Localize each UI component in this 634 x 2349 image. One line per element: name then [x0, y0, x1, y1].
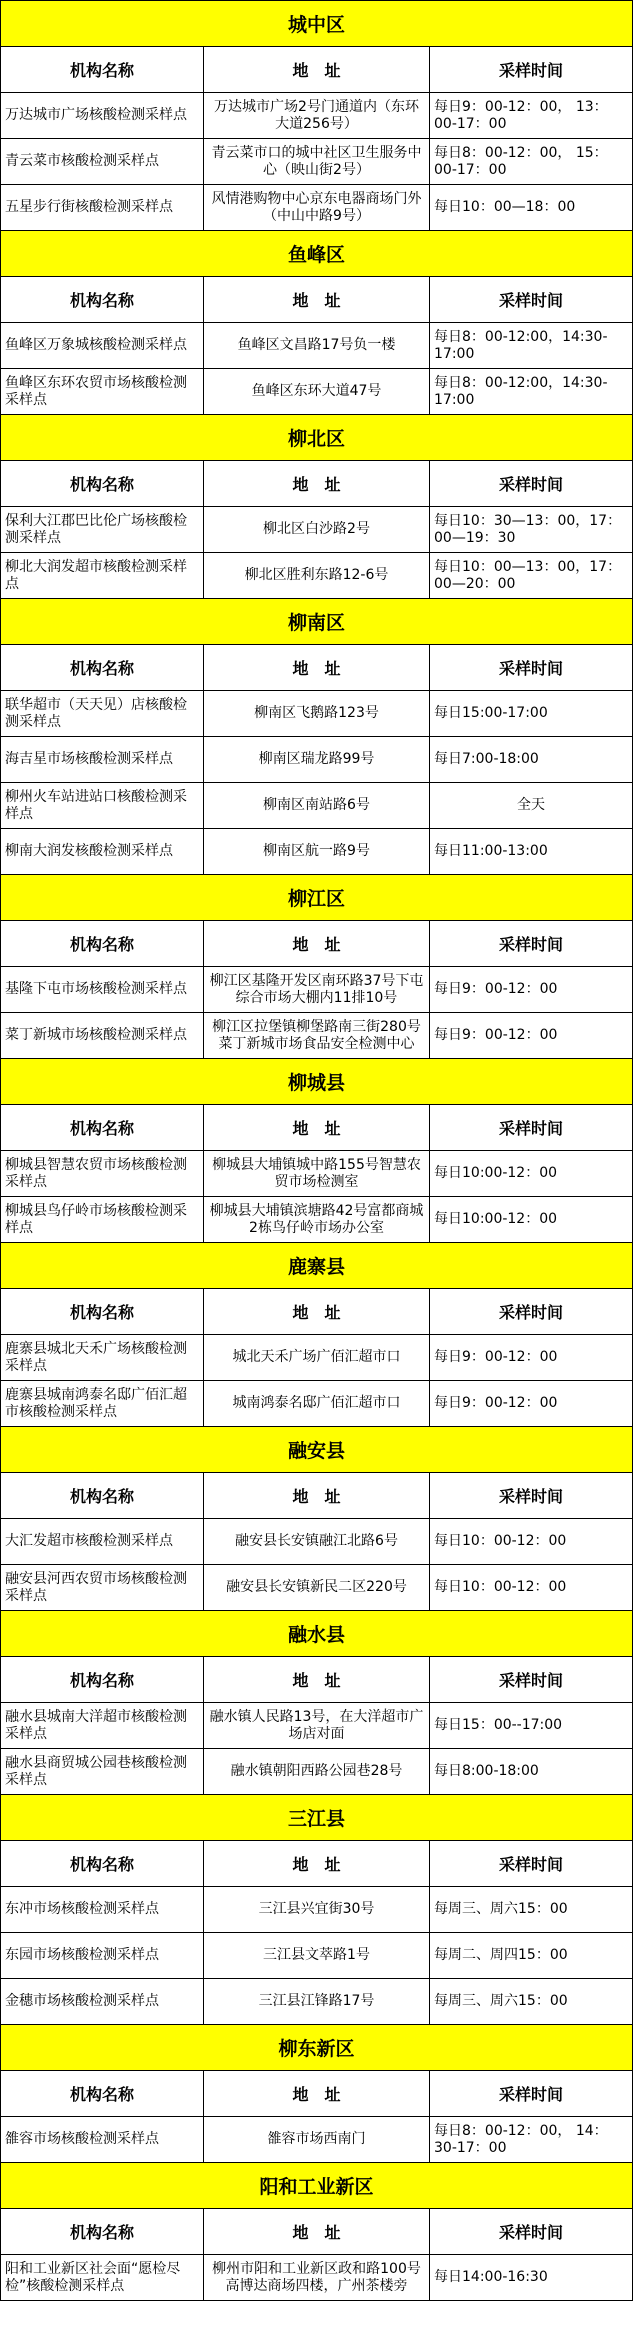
column-header-address: 地 址	[204, 1289, 430, 1335]
column-header-row	[1, 1105, 633, 1151]
column-header-address: 地 址	[204, 921, 430, 967]
sampling-time: 每日10：00—13：00，17：00—20：00	[430, 553, 633, 599]
site-address: 万达城市广场2号门通道内（东环大道256号）	[204, 93, 430, 139]
table-row	[1, 553, 633, 599]
district-header	[1, 1611, 633, 1657]
site-name: 雒容市场核酸检测采样点	[1, 2117, 204, 2163]
sampling-time: 每周三、周六15：00	[430, 1979, 633, 2025]
site-address: 鱼峰区东环大道47号	[204, 369, 430, 415]
district-title: 柳东新区	[1, 2025, 633, 2071]
site-address: 柳江区基隆开发区南环路37号下屯综合市场大棚内11排10号	[204, 967, 430, 1013]
sampling-time: 每周三、周六15：00	[430, 1887, 633, 1933]
sampling-time: 每日9：00-12：00	[430, 1335, 633, 1381]
column-header-time: 采样时间	[430, 1105, 633, 1151]
table-row	[1, 1887, 633, 1933]
column-header-row	[1, 2071, 633, 2117]
sampling-sites-body	[1, 1, 633, 2301]
district-header	[1, 1, 633, 47]
site-address: 风情港购物中心京东电器商场门外（中山中路9号）	[204, 185, 430, 231]
district-title: 融水县	[1, 1611, 633, 1657]
table-row	[1, 1749, 633, 1795]
column-header-row	[1, 277, 633, 323]
table-row	[1, 185, 633, 231]
column-header-name: 机构名称	[1, 1473, 204, 1519]
district-title: 城中区	[1, 1, 633, 47]
site-name: 柳城县智慧农贸市场核酸检测采样点	[1, 1151, 204, 1197]
table-row	[1, 1703, 633, 1749]
table-row	[1, 829, 633, 875]
site-address: 融安县长安镇新民二区220号	[204, 1565, 430, 1611]
sampling-time: 每日14:00-16:30	[430, 2255, 633, 2301]
table-row	[1, 1565, 633, 1611]
table-row	[1, 783, 633, 829]
district-header	[1, 875, 633, 921]
site-name: 青云菜市核酸检测采样点	[1, 139, 204, 185]
district-header	[1, 2163, 633, 2209]
site-name: 柳南大润发核酸检测采样点	[1, 829, 204, 875]
column-header-name: 机构名称	[1, 1289, 204, 1335]
sampling-time: 每日7:00-18:00	[430, 737, 633, 783]
column-header-name: 机构名称	[1, 921, 204, 967]
site-name: 联华超市（天天见）店核酸检测采样点	[1, 691, 204, 737]
sampling-time: 每日8：00-12:00，14:30-17:00	[430, 323, 633, 369]
column-header-address: 地 址	[204, 2071, 430, 2117]
column-header-address: 地 址	[204, 2209, 430, 2255]
sampling-time: 每日10：00-12：00	[430, 1565, 633, 1611]
district-header	[1, 599, 633, 645]
table-row	[1, 1013, 633, 1059]
site-address: 融安县长安镇融江北路6号	[204, 1519, 430, 1565]
sampling-time: 每日10：00-12：00	[430, 1519, 633, 1565]
table-row	[1, 139, 633, 185]
site-address: 柳北区胜利东路12-6号	[204, 553, 430, 599]
site-name: 保利大江郡巴比伦广场核酸检测采样点	[1, 507, 204, 553]
column-header-name: 机构名称	[1, 1657, 204, 1703]
site-address: 柳南区南站路6号	[204, 783, 430, 829]
site-name: 柳北大润发超市核酸检测采样点	[1, 553, 204, 599]
column-header-address: 地 址	[204, 277, 430, 323]
column-header-row	[1, 1289, 633, 1335]
site-address: 柳南区航一路9号	[204, 829, 430, 875]
sampling-time: 全天	[430, 783, 633, 829]
site-address: 柳北区白沙路2号	[204, 507, 430, 553]
column-header-time: 采样时间	[430, 47, 633, 93]
site-address: 融水镇人民路13号，在大洋超市广场店对面	[204, 1703, 430, 1749]
site-name: 鱼峰区东环农贸市场核酸检测采样点	[1, 369, 204, 415]
site-name: 柳州火车站进站口核酸检测采样点	[1, 783, 204, 829]
site-name: 融安县河西农贸市场核酸检测采样点	[1, 1565, 204, 1611]
column-header-time: 采样时间	[430, 645, 633, 691]
site-name: 万达城市广场核酸检测采样点	[1, 93, 204, 139]
column-header-row	[1, 2209, 633, 2255]
column-header-address: 地 址	[204, 1105, 430, 1151]
column-header-name: 机构名称	[1, 2071, 204, 2117]
column-header-time: 采样时间	[430, 277, 633, 323]
sampling-time: 每日9：00-12：00， 13：00-17：00	[430, 93, 633, 139]
column-header-time: 采样时间	[430, 921, 633, 967]
column-header-name: 机构名称	[1, 1841, 204, 1887]
sampling-time: 每日15:00-17:00	[430, 691, 633, 737]
sampling-time: 每日10:00-12：00	[430, 1151, 633, 1197]
sampling-time: 每周二、周四15：00	[430, 1933, 633, 1979]
column-header-row	[1, 1473, 633, 1519]
site-address: 柳南区瑞龙路99号	[204, 737, 430, 783]
sampling-time: 每日9：00-12：00	[430, 967, 633, 1013]
site-name: 鹿寨县城北天禾广场核酸检测采样点	[1, 1335, 204, 1381]
sampling-time: 每日10：00—18：00	[430, 185, 633, 231]
table-row	[1, 1197, 633, 1243]
column-header-row	[1, 461, 633, 507]
column-header-time: 采样时间	[430, 1841, 633, 1887]
table-row	[1, 2117, 633, 2163]
table-row	[1, 967, 633, 1013]
site-name: 阳和工业新区社会面“愿检尽检”核酸检测采样点	[1, 2255, 204, 2301]
sampling-time: 每日15：00--17:00	[430, 1703, 633, 1749]
district-title: 柳江区	[1, 875, 633, 921]
site-address: 青云菜市口的城中社区卫生服务中心（映山街2号）	[204, 139, 430, 185]
column-header-address: 地 址	[204, 1841, 430, 1887]
site-name: 金穗市场核酸检测采样点	[1, 1979, 204, 2025]
district-header	[1, 2025, 633, 2071]
sampling-time: 每日9：00-12：00	[430, 1013, 633, 1059]
column-header-row	[1, 1841, 633, 1887]
site-address: 城北天禾广场广佰汇超市口	[204, 1335, 430, 1381]
sampling-time: 每日8：00-12:00，14:30-17:00	[430, 369, 633, 415]
site-address: 城南鸿泰名邸广佰汇超市口	[204, 1381, 430, 1427]
sampling-time: 每日9：00-12：00	[430, 1381, 633, 1427]
site-address: 融水镇朝阳西路公园巷28号	[204, 1749, 430, 1795]
column-header-name: 机构名称	[1, 645, 204, 691]
table-row	[1, 691, 633, 737]
site-name: 东园市场核酸检测采样点	[1, 1933, 204, 1979]
column-header-address: 地 址	[204, 47, 430, 93]
table-row	[1, 1933, 633, 1979]
table-row	[1, 2255, 633, 2301]
site-name: 海吉星市场核酸检测采样点	[1, 737, 204, 783]
site-name: 鹿寨县城南鸿泰名邸广佰汇超市核酸检测采样点	[1, 1381, 204, 1427]
district-title: 鱼峰区	[1, 231, 633, 277]
column-header-row	[1, 645, 633, 691]
sampling-time: 每日10:00-12：00	[430, 1197, 633, 1243]
district-title: 柳北区	[1, 415, 633, 461]
site-name: 柳城县鸟仔岭市场核酸检测采样点	[1, 1197, 204, 1243]
site-name: 融水县商贸城公园巷核酸检测采样点	[1, 1749, 204, 1795]
district-header	[1, 231, 633, 277]
site-name: 鱼峰区万象城核酸检测采样点	[1, 323, 204, 369]
district-header	[1, 1795, 633, 1841]
site-address: 柳江区拉堡镇柳堡路南三街280号菜丁新城市场食品安全检测中心	[204, 1013, 430, 1059]
column-header-time: 采样时间	[430, 1473, 633, 1519]
table-row	[1, 1519, 633, 1565]
column-header-name: 机构名称	[1, 47, 204, 93]
column-header-row	[1, 1657, 633, 1703]
column-header-time: 采样时间	[430, 1289, 633, 1335]
site-address: 柳城县大埔镇滨塘路42号富都商城2栋鸟仔岭市场办公室	[204, 1197, 430, 1243]
site-name: 基隆下屯市场核酸检测采样点	[1, 967, 204, 1013]
district-title: 阳和工业新区	[1, 2163, 633, 2209]
column-header-time: 采样时间	[430, 1657, 633, 1703]
sampling-time: 每日10：30—13：00，17：00—19：30	[430, 507, 633, 553]
table-row	[1, 1335, 633, 1381]
table-row	[1, 1979, 633, 2025]
site-address: 鱼峰区文昌路17号负一楼	[204, 323, 430, 369]
site-address: 柳州市阳和工业新区政和路100号高博达商场四楼，广州茶楼旁	[204, 2255, 430, 2301]
site-address: 三江县江锋路17号	[204, 1979, 430, 2025]
sampling-time: 每日8：00-12：00， 14：30-17：00	[430, 2117, 633, 2163]
table-row	[1, 737, 633, 783]
column-header-time: 采样时间	[430, 2209, 633, 2255]
site-name: 大汇发超市核酸检测采样点	[1, 1519, 204, 1565]
site-name: 五星步行街核酸检测采样点	[1, 185, 204, 231]
site-address: 三江县文萃路1号	[204, 1933, 430, 1979]
column-header-row	[1, 47, 633, 93]
table-row	[1, 1151, 633, 1197]
table-row	[1, 93, 633, 139]
sampling-time: 每日8：00-12：00， 15：00-17：00	[430, 139, 633, 185]
table-row	[1, 369, 633, 415]
site-address: 柳南区飞鹅路123号	[204, 691, 430, 737]
table-row	[1, 323, 633, 369]
column-header-name: 机构名称	[1, 2209, 204, 2255]
site-address: 三江县兴宜街30号	[204, 1887, 430, 1933]
sampling-time: 每日8:00-18:00	[430, 1749, 633, 1795]
column-header-address: 地 址	[204, 1657, 430, 1703]
column-header-time: 采样时间	[430, 461, 633, 507]
district-title: 柳城县	[1, 1059, 633, 1105]
column-header-name: 机构名称	[1, 461, 204, 507]
column-header-address: 地 址	[204, 645, 430, 691]
column-header-name: 机构名称	[1, 277, 204, 323]
district-title: 柳南区	[1, 599, 633, 645]
column-header-row	[1, 921, 633, 967]
district-header	[1, 1059, 633, 1105]
district-header	[1, 1427, 633, 1473]
table-row	[1, 1381, 633, 1427]
site-address: 柳城县大埔镇城中路155号智慧农贸市场检测室	[204, 1151, 430, 1197]
district-title: 三江县	[1, 1795, 633, 1841]
site-name: 东冲市场核酸检测采样点	[1, 1887, 204, 1933]
site-name: 融水县城南大洋超市核酸检测采样点	[1, 1703, 204, 1749]
column-header-time: 采样时间	[430, 2071, 633, 2117]
district-title: 鹿寨县	[1, 1243, 633, 1289]
district-title: 融安县	[1, 1427, 633, 1473]
table-row	[1, 507, 633, 553]
column-header-address: 地 址	[204, 461, 430, 507]
site-name: 菜丁新城市场核酸检测采样点	[1, 1013, 204, 1059]
site-address: 雒容市场西南门	[204, 2117, 430, 2163]
column-header-address: 地 址	[204, 1473, 430, 1519]
sampling-time: 每日11:00-13:00	[430, 829, 633, 875]
column-header-name: 机构名称	[1, 1105, 204, 1151]
district-header	[1, 415, 633, 461]
district-header	[1, 1243, 633, 1289]
